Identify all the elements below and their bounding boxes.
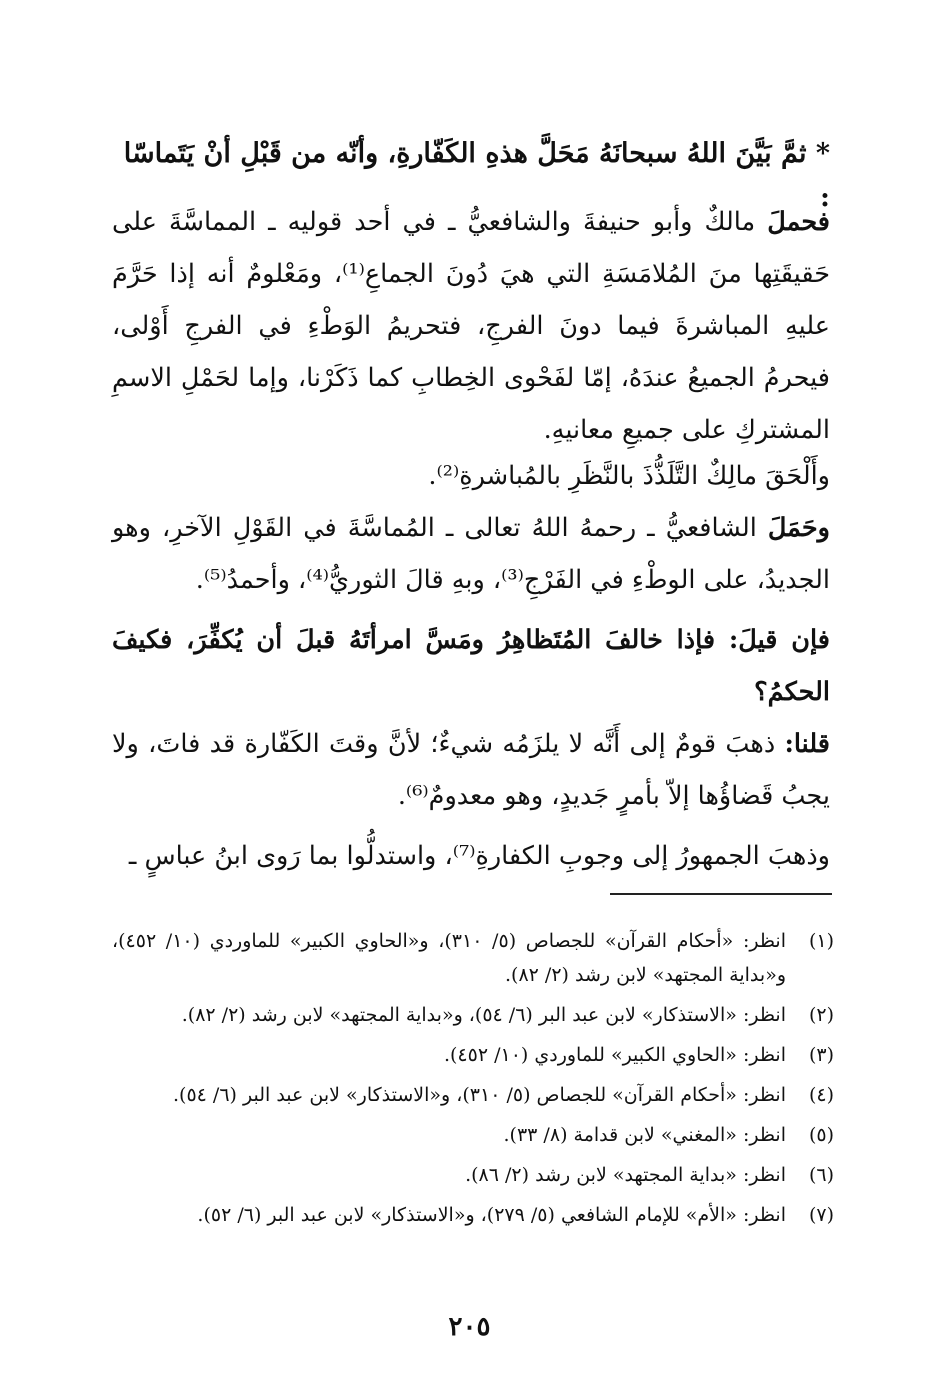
footnote: [112, 1158, 834, 1192]
footnote: [112, 1118, 834, 1152]
footnote-text: انظر: «بداية المجتهد» لابن رشد (٢/ ٨٦).: [465, 1164, 786, 1186]
footnote-number: (١): [808, 930, 834, 952]
footnote-number: (٣): [808, 1044, 834, 1066]
paragraph-4-question: فإن قيلَ: فإذا خالفَ المُتَظاهِرُ ومَسَّ امرأتَهُ قبلَ أن يُكفِّرَ، فكيفَ الحكمُ؟: [112, 625, 830, 707]
footnote-number: (٢): [808, 1004, 834, 1026]
footnote: [112, 998, 834, 1032]
footnote-number: (٧): [808, 1204, 834, 1226]
footnote-number: (٦): [808, 1164, 834, 1186]
footnote: [112, 1198, 834, 1232]
paragraph-3-lead: وحَمَلَ: [767, 513, 830, 543]
paragraph-1: [112, 196, 830, 456]
footnote-text: انظر: «الحاوي الكبير» للماوردي (١٠/ ٤٥٢).: [443, 1044, 786, 1066]
footnote-number: (٥): [808, 1124, 834, 1146]
paragraph-3: [112, 502, 830, 606]
footnote-separator: [610, 893, 832, 895]
footnote: [112, 1038, 834, 1072]
footnote: [112, 1078, 834, 1112]
footnote: [112, 924, 834, 992]
footnote-number: (٤): [808, 1084, 834, 1106]
footnote-text: انظر: «أحكام القرآن» للجصاص (٥/ ٣١٠)، و«الحاوي الكبير» للماوردي (١٠/ ٤٥٢)، و«بداية المجتهد» لابن رشد (٢/ ٨٢).: [112, 930, 786, 986]
paragraph-2: وأَلْحَقَ مالِكٌ التَّلَذُّذَ بالنَّظَرِ بالمُباشرةِ⁽²⁾.: [428, 461, 830, 491]
section-heading: * ثمَّ بَيَّنَ اللهُ سبحانَهُ مَحَلَّ هذهِ الكَفّارةِ، وأنّه من قَبْلِ أنْ يَتَماسّا :: [123, 138, 830, 213]
footnote-text: انظر: «أحكام القرآن» للجصاص (٥/ ٣١٠)، و«الاستذكار» لابن عبد البر (٦/ ٥٤).: [173, 1084, 786, 1106]
paragraph-5-text: ذهبَ قومٌ إلى أَنَّه لا يلزَمُه شيءٌ؛ لأنَّ وقتَ الكَفّارة قد فاتَ، ولا يجبُ قَضاؤُها إلاّ بأمرٍ جَديدٍ، وهو معدومٌ⁽⁶⁾.: [112, 729, 830, 811]
paragraph-1-text: مالكٌ وأبو حنيفةَ والشافعيُّ ـ في أحد قوليه ـ المماسَّةَ على حَقيقَتِها منَ المُلامَسَةِ التي هيَ دُونَ الجماعِ⁽¹⁾، ومَعْلومٌ أنه إذا حَرَّمَ عليهِ المباشرةَ فيما دونَ الفرجِ، فتحريمُ الوَطْءِ في الفرجِ أَوْلى، فيحرمُ الجميعُ عندَهُ، إمّا لفَحْوى الخِطابِ كما ذَكَرْنا، وإما لحَمْلِ الاسمِ المشتركِ على جميعِ معانيهِ.: [112, 207, 831, 445]
paragraph-3-text: الشافعيُّ ـ رحمهُ اللهُ تعالى ـ المُماسَّةَ في القَوْلِ الآخرِ، وهو الجديدُ، على الوطْءِ في الفَرْجِ⁽³⁾، وبهِ قالَ الثوريُّ⁽⁴⁾، وأحمدُ⁽⁵⁾.: [112, 513, 830, 595]
footnote-text: انظر: «الاستذكار» لابن عبد البر (٦/ ٥٤)، و«بداية المجتهد» لابن رشد (٢/ ٨٢).: [181, 1004, 786, 1026]
footnote-text: انظر: «الأم» للإمام الشافعي (٥/ ٢٧٩)، و«الاستذكار» لابن عبد البر (٦/ ٥٢).: [197, 1204, 786, 1226]
page-number: ٢٠٥: [448, 1312, 491, 1342]
paragraph-1-lead: فحملَ: [767, 207, 830, 237]
paragraph-5-lead: قلنا:: [784, 729, 830, 759]
footnote-text: انظر: «المغني» لابن قدامة (٨/ ٣٣).: [503, 1124, 786, 1146]
paragraph-5-answer: [112, 718, 830, 822]
footnotes: [112, 924, 834, 1238]
paragraph-6: وذهبَ الجمهورُ إلى وجوبِ الكفارةِ⁽⁷⁾، واستدلُّوا بما رَوى ابنُ عباسٍ ـ: [128, 841, 830, 871]
